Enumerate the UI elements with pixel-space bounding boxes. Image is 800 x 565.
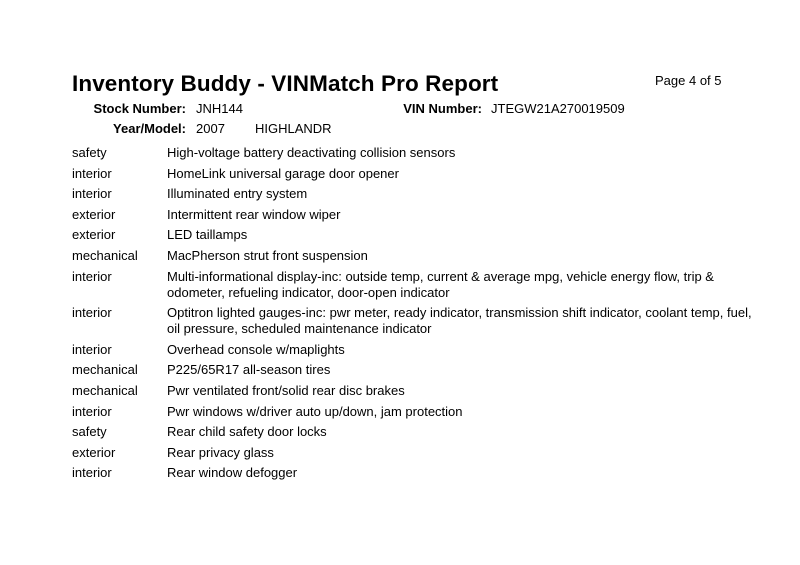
feature-description: High-voltage battery deactivating collision sensors xyxy=(167,145,456,160)
feature-category: mechanical xyxy=(72,382,138,398)
feature-category: interior xyxy=(72,165,112,181)
feature-description: Rear window defogger xyxy=(167,465,298,481)
feature-category: mechanical xyxy=(72,247,138,263)
feature-category: interior xyxy=(72,305,112,321)
feature-description: Optitron lighted gauges-inc: pwr meter, ready indicator, transmission shift indicator, coolant temp, fuel, oil pressure, scheduled maintenance indicator xyxy=(167,305,752,337)
feature-category: safety xyxy=(72,145,107,160)
feature-row xyxy=(72,305,752,337)
feature-row xyxy=(72,362,752,378)
feature-description: Pwr ventilated front/solid rear disc brakes xyxy=(167,382,405,398)
feature-description: Intermittent rear window wiper xyxy=(167,206,341,222)
feature-description: HomeLink universal garage door opener xyxy=(167,165,399,181)
feature-row xyxy=(72,465,752,481)
feature-list xyxy=(72,145,752,486)
feature-row xyxy=(72,207,752,223)
feature-description: Rear privacy glass xyxy=(167,444,274,460)
feature-description: Pwr windows w/driver auto up/down, jam protection xyxy=(167,403,463,419)
feature-row xyxy=(72,145,752,161)
year-model-label: Year/Model: xyxy=(113,121,186,136)
feature-row xyxy=(72,166,752,182)
feature-row xyxy=(72,248,752,264)
page-number: Page 4 of 5 xyxy=(655,73,722,88)
feature-category: interior xyxy=(72,341,112,357)
feature-category: exterior xyxy=(72,444,116,460)
feature-category: exterior xyxy=(72,206,116,222)
feature-description: LED taillamps xyxy=(167,227,248,243)
feature-row xyxy=(72,445,752,461)
report-title: Inventory Buddy - VINMatch Pro Report xyxy=(72,71,499,96)
feature-category: interior xyxy=(72,186,112,202)
feature-row xyxy=(72,227,752,243)
feature-row xyxy=(72,383,752,399)
stock-number-label: Stock Number: xyxy=(93,101,186,116)
year-value: 2007 xyxy=(196,121,225,136)
feature-description: Rear child safety door locks xyxy=(167,424,327,440)
vin-number-label: VIN Number: xyxy=(403,101,482,116)
feature-description: P225/65R17 all-season tires xyxy=(167,362,331,378)
feature-description: Overhead console w/maplights xyxy=(167,341,345,357)
feature-category: safety xyxy=(72,424,107,440)
feature-description: MacPherson strut front suspension xyxy=(167,247,368,263)
feature-category: exterior xyxy=(72,227,116,243)
model-value: HIGHLANDR xyxy=(255,121,332,136)
feature-row xyxy=(72,424,752,440)
feature-row xyxy=(72,269,752,301)
feature-row xyxy=(72,342,752,358)
feature-category: interior xyxy=(72,403,112,419)
vin-number-value: JTEGW21A270019509 xyxy=(491,101,625,116)
feature-category: interior xyxy=(72,465,112,481)
feature-description: Multi-informational display-inc: outside temp, current & average mpg, vehicle energy flow, trip & odometer, refueling indicator, door-open indicator xyxy=(167,268,714,300)
feature-row xyxy=(72,404,752,420)
feature-row xyxy=(72,186,752,202)
feature-description: Illuminated entry system xyxy=(167,186,308,202)
stock-number-value: JNH144 xyxy=(196,101,243,116)
feature-category: interior xyxy=(72,268,112,284)
feature-category: mechanical xyxy=(72,362,138,378)
